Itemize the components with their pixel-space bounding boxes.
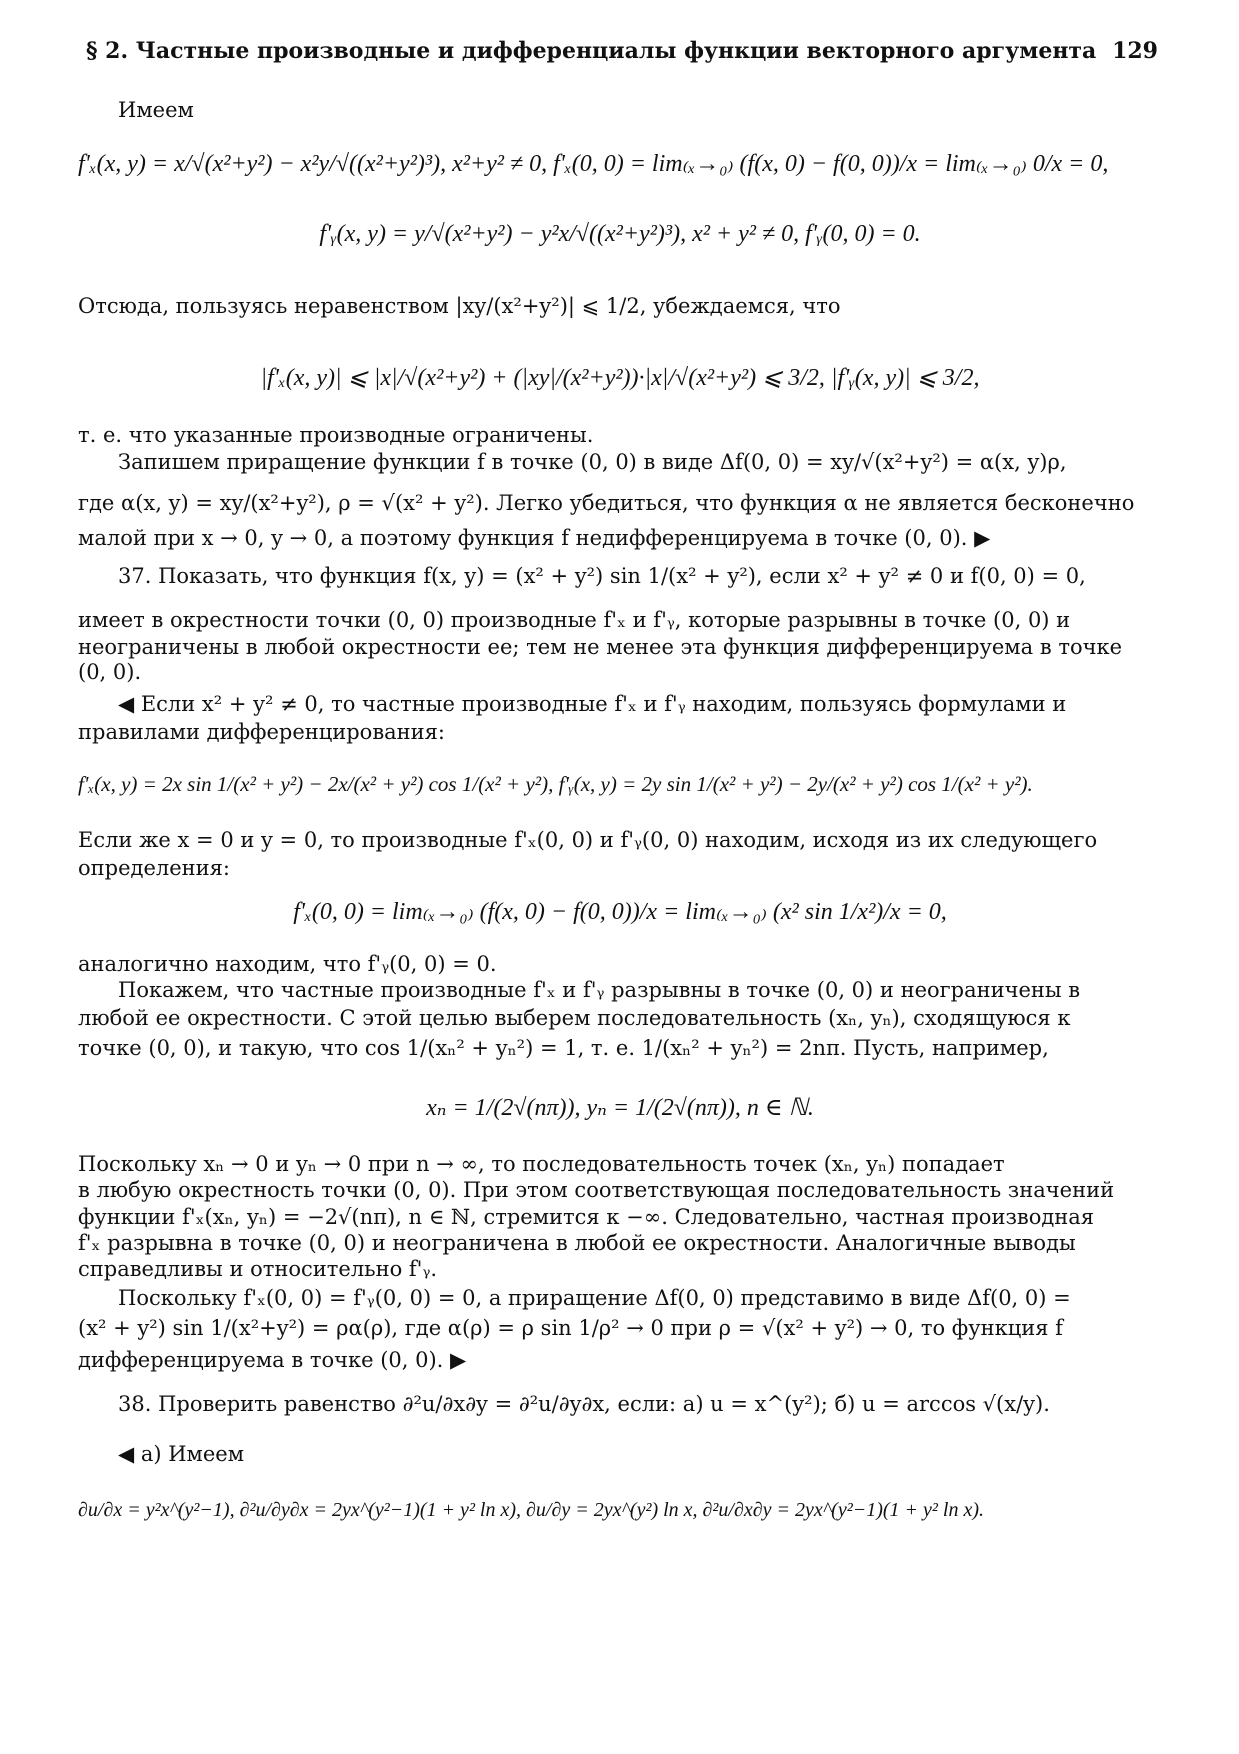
formula-line: f'ₓ(x, y) = 2x sin 1/(x² + y²) − 2x/(x² + y²) cos 1/(x² + y²), f'ᵧ(x, y) = 2y sin 1/(x² + y²) − 2y/(x² + y²) cos 1/(x² + y²). (78, 772, 1033, 796)
text-line: Отсюда, пользуясь неравенством |xy/(x²+y²)| ⩽ 1/2, убеждаемся, что (78, 294, 841, 318)
text-line: f'ₓ разрывна в точке (0, 0) и неограничена в любой ее окрестности. Аналогичные выводы (78, 1231, 1076, 1255)
problem-37: 37. Показать, что функция f(x, y) = (x² + y²) sin 1/(x² + y²), если x² + y² ≠ 0 и f(0, 0) = 0, (118, 564, 1086, 588)
formula-line: f'ₓ(0, 0) = lim₍ₓ→₀₎ (f(x, 0) − f(0, 0))/x = lim₍ₓ→₀₎ (x² sin 1/x²)/x = 0, (293, 899, 947, 925)
section-title: § 2. Частные производные и дифференциалы функции векторного аргумента (86, 38, 1097, 64)
text-line: аналогично находим, что f'ᵧ(0, 0) = 0. (78, 952, 497, 976)
text-line: справедливы и относительно f'ᵧ. (78, 1257, 438, 1281)
text-line: где α(x, y) = xy/(x²+y²), ρ = √(x² + y²). Легко убедиться, что функция α не является бесконечно (78, 491, 1135, 515)
formula-line: f'ₓ(x, y) = x/√(x²+y²) − x²y/√((x²+y²)³), x²+y² ≠ 0, f'ₓ(0, 0) = lim₍ₓ→₀₎ (f(x, 0) − f(0, 0))/x = lim₍ₓ→₀₎ 0/x = 0, (78, 151, 1109, 177)
page-number: 129 (1112, 38, 1158, 64)
text-line: Поскольку f'ₓ(0, 0) = f'ᵧ(0, 0) = 0, а приращение Δf(0, 0) представимо в виде Δf(0, 0) = (118, 1286, 1071, 1310)
text-line: дифференцируема в точке (0, 0). ▶ (78, 1348, 467, 1372)
formula-line: ∂u/∂x = y²x^(y²−1), ∂²u/∂y∂x = 2yx^(y²−1)(1 + y² ln x), ∂u/∂y = 2yx^(y²) ln x, ∂²u/∂x∂y = 2yx^(y²−1)(1 + y² ln x). (78, 1499, 984, 1521)
formula-line: |f'ₓ(x, y)| ⩽ |x|/√(x²+y²) + (|xy|/(x²+y²))·|x|/√(x²+y²) ⩽ 3/2, |f'ᵧ(x, y)| ⩽ 3/2, (260, 365, 980, 391)
text-line: ◀ а) Имеем (118, 1442, 245, 1466)
text-line: (0, 0). (78, 660, 142, 684)
text-line: Запишем приращение функции f в точке (0, 0) в виде Δf(0, 0) = xy/√(x²+y²) = α(x, y)ρ, (118, 450, 1067, 474)
problem-38: 38. Проверить равенство ∂²u/∂x∂y = ∂²u/∂y∂x, если: а) u = x^(y²); б) u = arccos √(x/y). (118, 1392, 1050, 1416)
text-line: т. е. что указанные производные ограничены. (78, 423, 594, 447)
text-line: неограничены в любой окрестности ее; тем не менее эта функция дифференцируема в точке (78, 635, 1123, 659)
text-line: в любую окрестность точки (0, 0). При этом соответствующая последовательность значений (78, 1178, 1115, 1202)
text-line: Имеем (118, 98, 194, 122)
text-line: точке (0, 0), и такую, что cos 1/(xₙ² + yₙ²) = 1, т. е. 1/(xₙ² + yₙ²) = 2nπ. Пусть, например, (78, 1036, 1049, 1060)
text-line: (x² + y²) sin 1/(x²+y²) = ρα(ρ), где α(ρ) = ρ sin 1/ρ² → 0 при ρ = √(x² + y²) → 0, то функция f (78, 1316, 1063, 1340)
formula-line: xₙ = 1/(2√(nπ)), yₙ = 1/(2√(nπ)), n ∈ ℕ. (426, 1095, 814, 1121)
text-line: функции f'ₓ(xₙ, yₙ) = −2√(nπ), n ∈ ℕ, стремится к −∞. Следовательно, частная производная (78, 1205, 1095, 1229)
text-line: определения: (78, 856, 230, 880)
text-line: Если же x = 0 и y = 0, то производные f'ₓ(0, 0) и f'ᵧ(0, 0) находим, исходя из их следующего (78, 828, 1098, 852)
formula-line: f'ᵧ(x, y) = y/√(x²+y²) − y²x/√((x²+y²)³), x² + y² ≠ 0, f'ᵧ(0, 0) = 0. (319, 221, 921, 247)
text-line: ◀ Если x² + y² ≠ 0, то частные производные f'ₓ и f'ᵧ находим, пользуясь формулами и (118, 692, 1067, 716)
text-line: малой при x → 0, y → 0, а поэтому функция f недифференцируема в точке (0, 0). ▶ (78, 526, 991, 550)
text-line: имеет в окрестности точки (0, 0) производные f'ₓ и f'ᵧ, которые разрывны в точке (0, 0) и (78, 608, 1071, 632)
text-line: правилами дифференцирования: (78, 720, 445, 744)
running-header (86, 38, 1158, 64)
text-line: любой ее окрестности. С этой целью выберем последовательность (xₙ, yₙ), сходящуюся к (78, 1006, 1071, 1030)
text-line: Поскольку xₙ → 0 и yₙ → 0 при n → ∞, то последовательность точек (xₙ, yₙ) попадает (78, 1152, 1005, 1176)
text-line: Покажем, что частные производные f'ₓ и f'ᵧ разрывны в точке (0, 0) и неограничены в (118, 978, 1081, 1002)
